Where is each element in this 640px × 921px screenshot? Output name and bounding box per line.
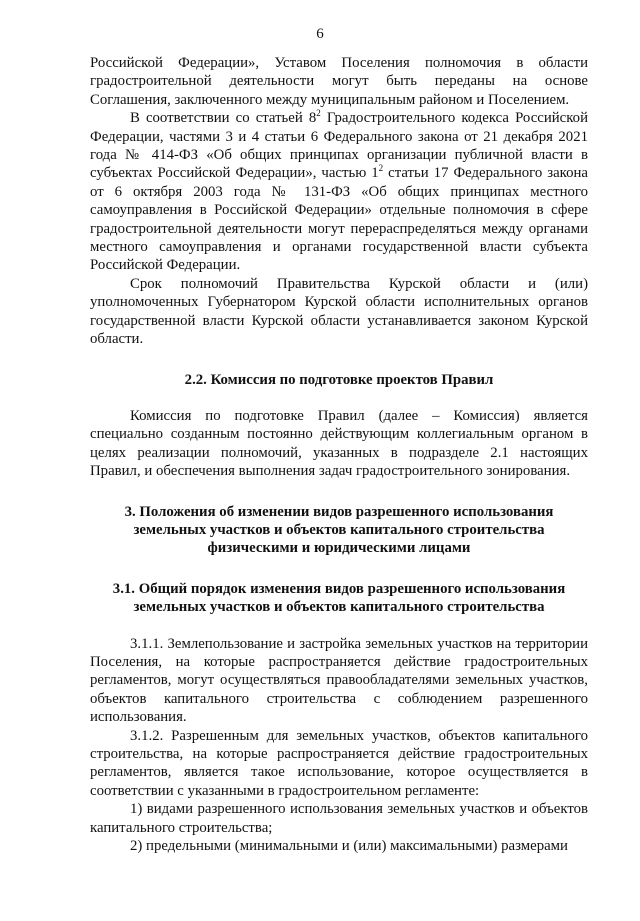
- heading-line: 3.1. Общий порядок изменения видов разрешенного использования: [112, 580, 566, 597]
- page-number: 6: [316, 26, 324, 42]
- superscript: 2: [378, 163, 384, 174]
- heading-line: земельных участков и объектов капитального строительства: [133, 599, 545, 616]
- spacer: [90, 558, 588, 580]
- paragraph-commission: Комиссия по подготовке Правил (далее – Комиссия) является специально созданным постоянно действующим коллегиальным органом в целях реализации полномочий, указанных в подразделе 2.1 настоящих Правил, и обеспечения выполнения задач градостроительного зонирования.: [90, 407, 588, 480]
- paragraph-term-of-powers: Срок полномочий Правительства Курской области и (или) уполномоченных Губернатором Курской области исполнительных органов государственной власти Курской области устанавливается законом Курской области.: [90, 275, 588, 348]
- paragraph-text: Градостроительного кодекса Российской Федерации, частями 3 и 4 статьи 6 Федерального закона от 21 декабря 2021 года № 414-ФЗ «Об общих принципах организации публичной власти в субъектах Российской Федерации», частью 1: [90, 110, 588, 182]
- list-item-1: 1) видами разрешенного использования земельных участков и объектов капитального строительства;: [90, 801, 588, 836]
- paragraph-3-1-1: 3.1.1. Землепользование и застройка земельных участков на территории Поселения, на которые распространяется действие градостроительных регламентов, могут осуществляться правообладателями земельных участков, объектов капитального строительства с соблюдением разрешенного использования.: [90, 635, 588, 726]
- heading-line: 3. Положения об изменении видов разрешенного использования: [124, 503, 554, 520]
- heading-3-1: [90, 580, 588, 617]
- paragraph-article-8: [90, 109, 588, 275]
- list-item-2: 2) предельными (минимальными и (или) максимальными) размерами: [130, 838, 568, 855]
- spacer: [90, 481, 588, 503]
- paragraph-3-1-2: 3.1.2. Разрешенным для земельных участков, объектов капитального строительства, на которые распространяется действие градостроительных регламентов, является такое использование, которое осуществляется в соответствии с указанными в градостроительном регламенте:: [90, 727, 588, 799]
- paragraph-text: статьи 17 Федерального закона от 6 октября 2003 года № 131-ФЗ «Об общих принципах местного самоуправления в Российской Федерации» отдельные полномочия в сфере градостроительной деятельности могут перераспределяться между органами местного самоуправления и органами государственной власти субъекта Российской Федерации.: [90, 165, 588, 274]
- document-body: [90, 54, 588, 855]
- heading-line: земельных участков и объектов капитального строительства: [133, 521, 545, 538]
- paragraph-continuation: Российской Федерации», Уставом Поселения полномочия в области градостроительной деятельности могут быть переданы на основе Соглашения, заключенного между муниципальным районом и Поселением.: [90, 55, 588, 108]
- heading-section-3: [90, 503, 588, 558]
- spacer: [90, 349, 588, 371]
- superscript: 2: [316, 108, 321, 119]
- heading-line: физическими и юридическими лицами: [207, 540, 471, 557]
- spacer: [90, 617, 588, 635]
- paragraph-text: В соответствии со статьей 8: [130, 110, 317, 127]
- heading-2-2: 2.2. Комиссия по подготовке проектов Правил: [184, 371, 494, 388]
- spacer: [90, 389, 588, 407]
